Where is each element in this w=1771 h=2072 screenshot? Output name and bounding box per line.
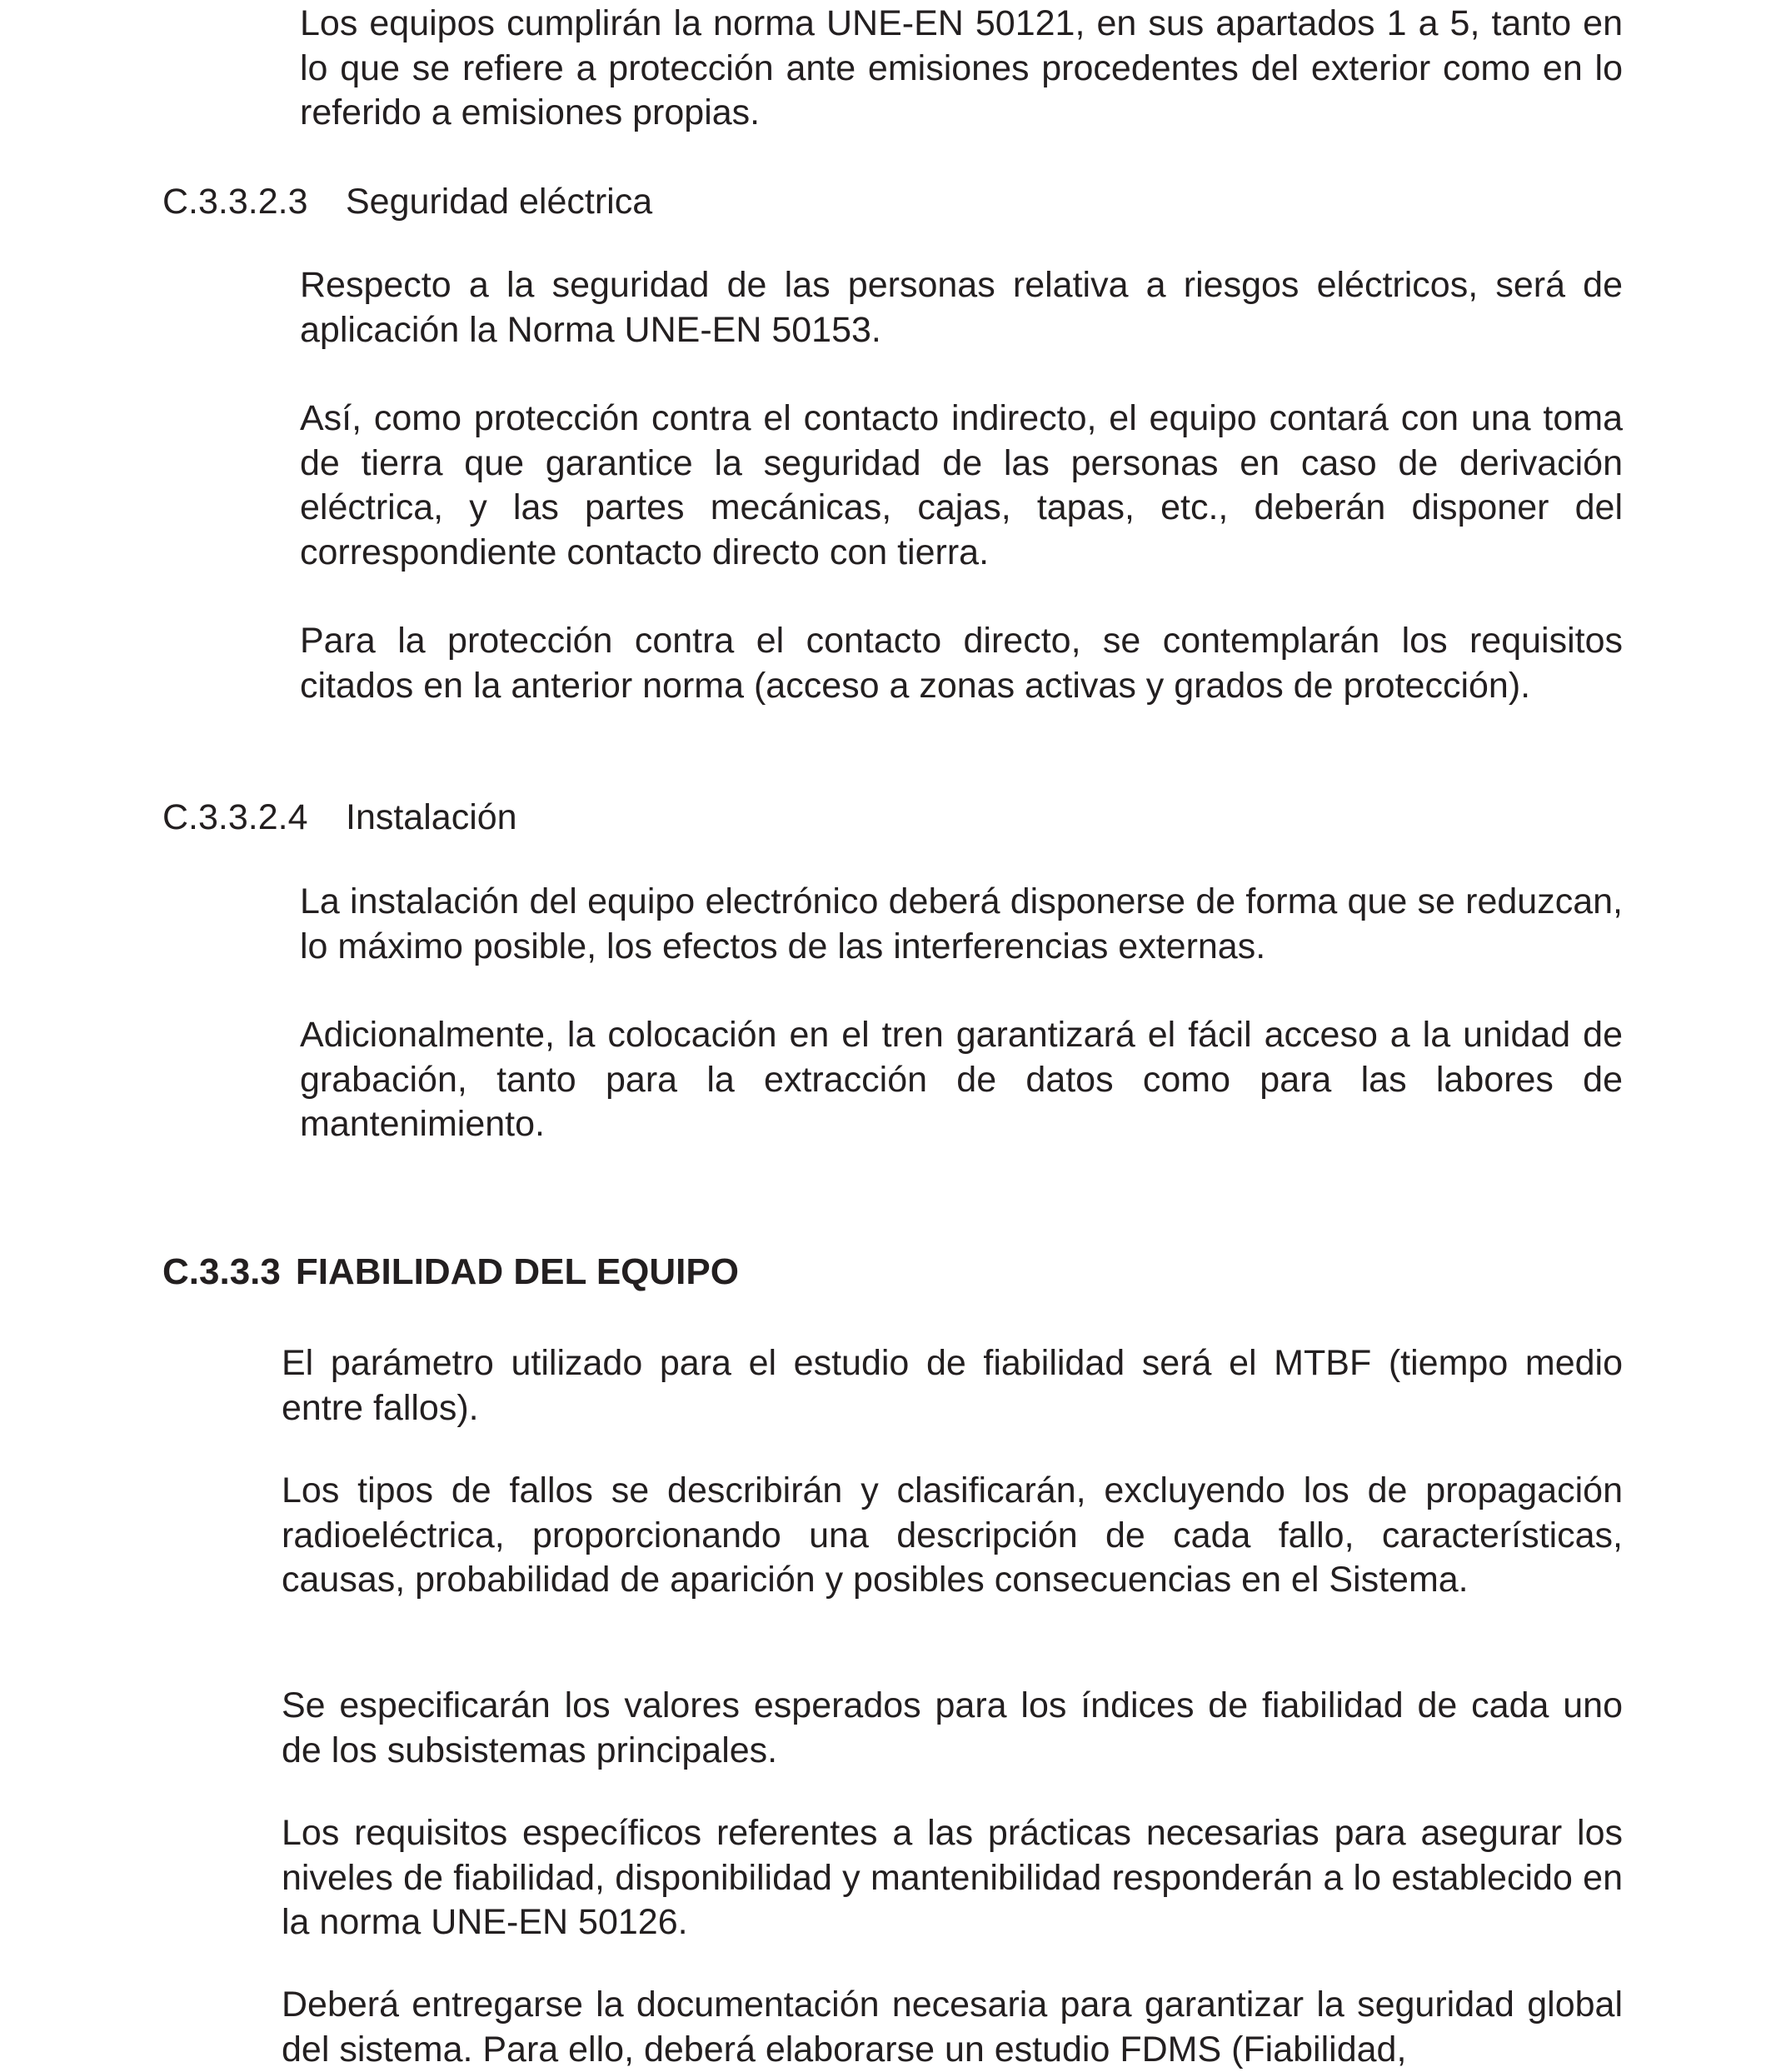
seguridad-paragraph-1: Respecto a la seguridad de las personas relativa a riesgos eléctricos, será de aplicación la Norma UNE-EN 50153. (300, 265, 1623, 350)
section-number: C.3.3.2.3 (162, 182, 308, 222)
section-number: C.3.3.2.4 (162, 797, 308, 837)
section-heading-seguridad-electrica (162, 180, 652, 225)
seguridad-paragraph-2: Así, como protección contra el contacto indirecto, el equipo contará con una toma de tierra que garantice la seguridad de las personas en caso de derivación eléctrica, y las partes mecánicas, cajas, tapas, etc., deberán disponer del correspondiente contacto directo con tierra. (300, 398, 1623, 572)
section-number: C.3.3.3 (162, 1251, 281, 1292)
section-title: Instalación (346, 797, 517, 837)
fiabilidad-paragraph-4: Los requisitos específicos referentes a las prácticas necesarias para asegurar los niveles de fiabilidad, disponibilidad y mantenibilidad responderán a lo establecido en la norma UNE-EN 50126. (282, 1813, 1623, 1942)
seguridad-paragraph-3: Para la protección contra el contacto directo, se contemplarán los requisitos citados en la anterior norma (acceso a zonas activas y grados de protección). (300, 621, 1623, 706)
fiabilidad-paragraph-5: Deberá entregarse la documentación necesaria para garantizar la seguridad global del sistema. Para ello, deberá elaborarse un estudio FDMS (Fiabilidad, (282, 1985, 1623, 2070)
instalacion-paragraph-1: La instalación del equipo electrónico deberá disponerse de forma que se reduzcan, lo máximo posible, los efectos de las interferencias externas. (300, 881, 1623, 966)
section-title: FIABILIDAD DEL EQUIPO (295, 1251, 739, 1292)
section-title: Seguridad eléctrica (346, 182, 653, 222)
section-heading-fiabilidad (162, 1250, 739, 1295)
fiabilidad-paragraph-3: Se especificarán los valores esperados para los índices de fiabilidad de cada uno de los subsistemas principales. (282, 1685, 1623, 1770)
intro-paragraph: Los equipos cumplirán la norma UNE-EN 50121, en sus apartados 1 a 5, tanto en lo que se refiere a protección ante emisiones procedentes del exterior como en lo referido a emisiones propias. (300, 3, 1623, 132)
instalacion-paragraph-2: Adicionalmente, la colocación en el tren garantizará el fácil acceso a la unidad de grabación, tanto para la extracción de datos como para las labores de mantenimiento. (300, 1015, 1623, 1144)
section-heading-instalacion (162, 796, 517, 841)
fiabilidad-paragraph-1: El parámetro utilizado para el estudio de fiabilidad será el MTBF (tiempo medio entre fallos). (282, 1343, 1623, 1428)
fiabilidad-paragraph-2: Los tipos de fallos se describirán y clasificarán, excluyendo los de propagación radioeléctrica, proporcionando una descripción de cada fallo, características, causas, probabilidad de aparición y posibles consecuencias en el Sistema. (282, 1470, 1623, 1600)
